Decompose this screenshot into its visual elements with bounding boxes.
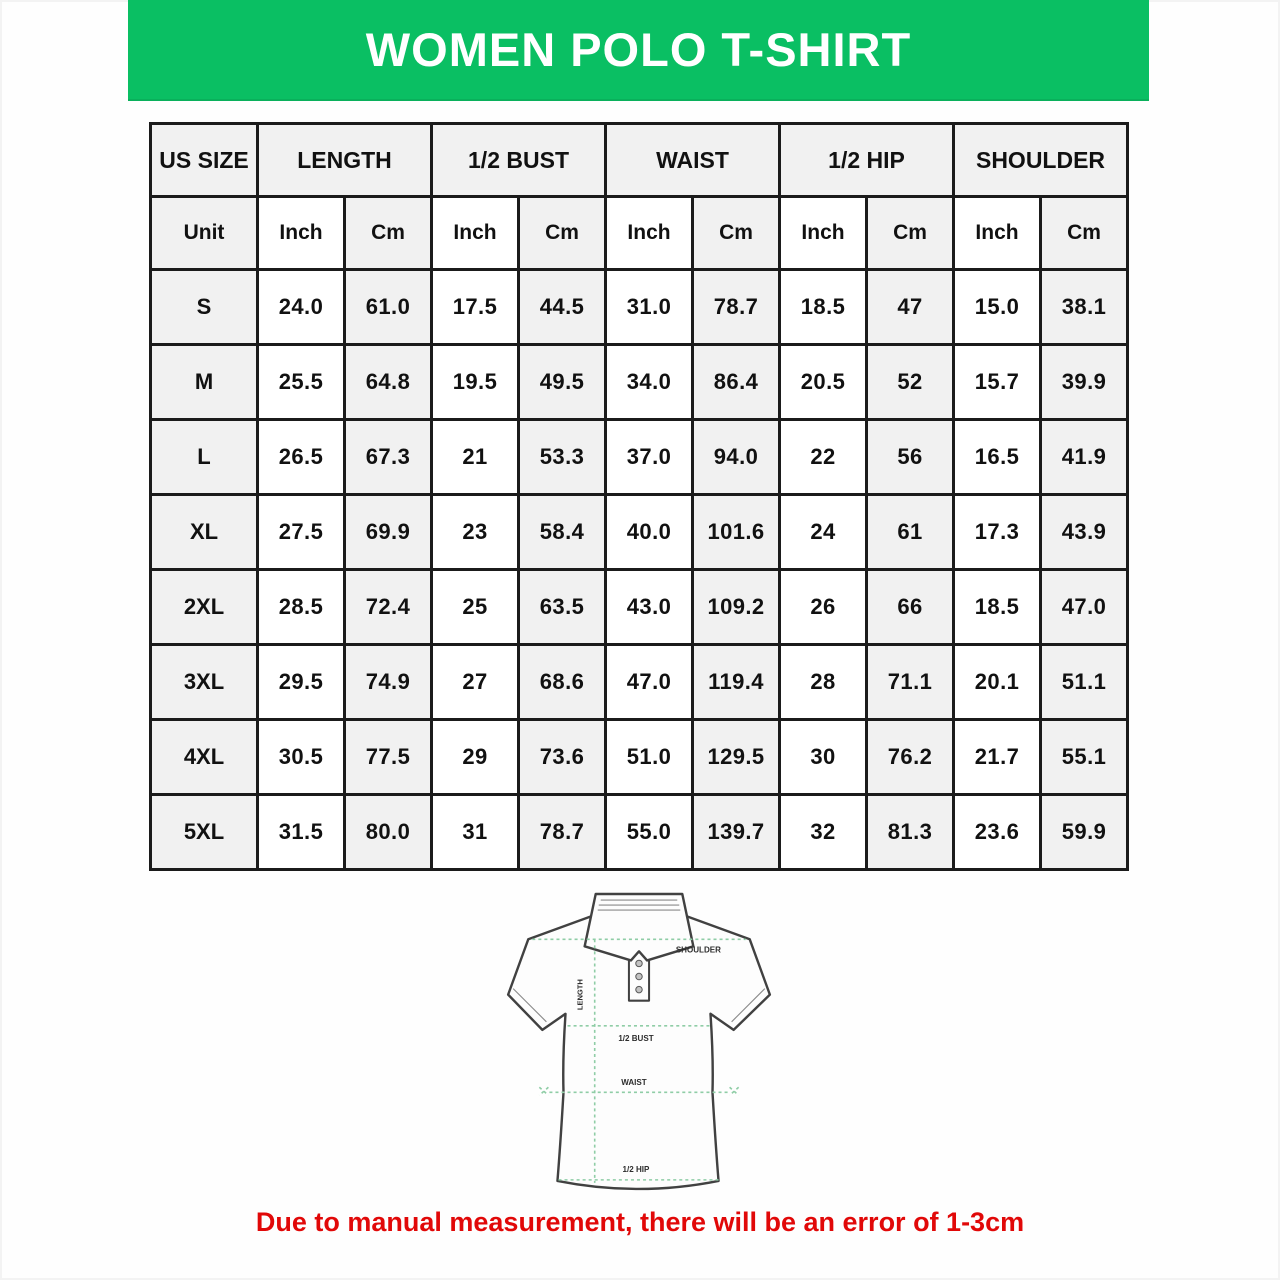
measurement-cell: 58.4 (519, 495, 606, 570)
measurement-cell: 69.9 (345, 495, 432, 570)
measurement-cell: 77.5 (345, 720, 432, 795)
measurement-cell: 32 (780, 795, 867, 870)
unit-cell: Cm (867, 197, 954, 270)
unit-cell: Cm (1041, 197, 1128, 270)
measurement-cell: 26 (780, 570, 867, 645)
table-row (151, 570, 1128, 645)
measurement-cell: 59.9 (1041, 795, 1128, 870)
half-hip-label: 1/2 HIP (622, 1164, 650, 1174)
size-label: XL (151, 495, 258, 570)
measurement-cell: 51.0 (606, 720, 693, 795)
measurement-cell: 80.0 (345, 795, 432, 870)
measurement-cell: 47.0 (606, 645, 693, 720)
measurement-cell: 19.5 (432, 345, 519, 420)
unit-cell: Cm (345, 197, 432, 270)
measurement-cell: 52 (867, 345, 954, 420)
button-icon (636, 960, 642, 966)
measurement-cell: 66 (867, 570, 954, 645)
size-label: 2XL (151, 570, 258, 645)
measurement-cell: 78.7 (693, 270, 780, 345)
measurement-cell: 119.4 (693, 645, 780, 720)
title-banner (128, 0, 1149, 101)
measurement-cell: 74.9 (345, 645, 432, 720)
measurement-cell: 16.5 (954, 420, 1041, 495)
measurement-cell: 37.0 (606, 420, 693, 495)
measurement-cell: 47.0 (1041, 570, 1128, 645)
measurement-cell: 31 (432, 795, 519, 870)
col-header-waist: WAIST (606, 124, 780, 197)
unit-cell: Inch (606, 197, 693, 270)
table-row (151, 420, 1128, 495)
unit-cell: Inch (258, 197, 345, 270)
table-row (151, 270, 1128, 345)
group-header-row (151, 124, 1128, 197)
measurement-cell: 26.5 (258, 420, 345, 495)
measurement-cell: 61 (867, 495, 954, 570)
measurement-cell: 61.0 (345, 270, 432, 345)
table-row (151, 645, 1128, 720)
measurement-cell: 86.4 (693, 345, 780, 420)
measurement-cell: 22 (780, 420, 867, 495)
size-label: M (151, 345, 258, 420)
size-label: 3XL (151, 645, 258, 720)
measurement-cell: 72.4 (345, 570, 432, 645)
table-row (151, 345, 1128, 420)
length-label: LENGTH (575, 979, 585, 1011)
measurement-cell: 73.6 (519, 720, 606, 795)
measurement-cell: 17.3 (954, 495, 1041, 570)
measurement-cell: 78.7 (519, 795, 606, 870)
button-icon (636, 973, 642, 979)
measurement-cell: 30.5 (258, 720, 345, 795)
measurement-note: Due to manual measurement, there will be an error of 1-3cm (255, 1207, 1025, 1237)
measurement-cell: 76.2 (867, 720, 954, 795)
measurement-cell: 81.3 (867, 795, 954, 870)
table-row (151, 495, 1128, 570)
measurement-cell: 18.5 (954, 570, 1041, 645)
measurement-cell: 23.6 (954, 795, 1041, 870)
waist-end-mark-icon (730, 1087, 739, 1095)
table-row (151, 720, 1128, 795)
unit-label: Unit (151, 197, 258, 270)
polo-diagram-svg (488, 881, 790, 1215)
measurement-cell: 18.5 (780, 270, 867, 345)
measurement-cell: 20.5 (780, 345, 867, 420)
measurement-cell: 101.6 (693, 495, 780, 570)
measurement-cell: 25.5 (258, 345, 345, 420)
measurement-cell: 21 (432, 420, 519, 495)
measurement-cell: 63.5 (519, 570, 606, 645)
measurement-cell: 15.7 (954, 345, 1041, 420)
size-label: 4XL (151, 720, 258, 795)
col-header-half-bust: 1/2 BUST (432, 124, 606, 197)
measurement-cell: 44.5 (519, 270, 606, 345)
size-label: S (151, 270, 258, 345)
size-label: 5XL (151, 795, 258, 870)
measurement-cell: 38.1 (1041, 270, 1128, 345)
measurement-cell: 28 (780, 645, 867, 720)
table-row (151, 795, 1128, 870)
col-header-us-size: US SIZE (151, 124, 258, 197)
measurement-cell: 43.9 (1041, 495, 1128, 570)
measurement-cell: 17.5 (432, 270, 519, 345)
measurement-cell: 27 (432, 645, 519, 720)
measurement-cell: 25 (432, 570, 519, 645)
measurement-cell: 29 (432, 720, 519, 795)
col-header-half-hip: 1/2 HIP (780, 124, 954, 197)
size-label: L (151, 420, 258, 495)
measurement-cell: 31.5 (258, 795, 345, 870)
measurement-cell: 39.9 (1041, 345, 1128, 420)
measurement-cell: 64.8 (345, 345, 432, 420)
shoulder-label: SHOULDER (675, 945, 721, 955)
measurement-cell: 109.2 (693, 570, 780, 645)
measurement-cell: 24.0 (258, 270, 345, 345)
size-table (149, 122, 1129, 871)
unit-cell: Inch (954, 197, 1041, 270)
measurement-cell: 129.5 (693, 720, 780, 795)
measurement-cell: 139.7 (693, 795, 780, 870)
half-bust-label: 1/2 BUST (618, 1033, 654, 1043)
button-icon (636, 986, 642, 992)
polo-diagram (488, 881, 790, 1215)
measurement-cell: 31.0 (606, 270, 693, 345)
measurement-cell: 29.5 (258, 645, 345, 720)
unit-cell: Cm (519, 197, 606, 270)
measurement-cell: 49.5 (519, 345, 606, 420)
unit-cell: Inch (780, 197, 867, 270)
measurement-cell: 68.6 (519, 645, 606, 720)
measurement-cell: 67.3 (345, 420, 432, 495)
col-header-length: LENGTH (258, 124, 432, 197)
measurement-cell: 94.0 (693, 420, 780, 495)
col-header-shoulder: SHOULDER (954, 124, 1128, 197)
measurement-cell: 27.5 (258, 495, 345, 570)
measurement-cell: 21.7 (954, 720, 1041, 795)
measurement-cell: 56 (867, 420, 954, 495)
measurement-cell: 53.3 (519, 420, 606, 495)
measurement-cell: 51.1 (1041, 645, 1128, 720)
measurement-cell: 23 (432, 495, 519, 570)
measurement-cell: 71.1 (867, 645, 954, 720)
measurement-cell: 55.0 (606, 795, 693, 870)
measurement-cell: 20.1 (954, 645, 1041, 720)
unit-cell: Cm (693, 197, 780, 270)
measurement-cell: 40.0 (606, 495, 693, 570)
measurement-cell: 47 (867, 270, 954, 345)
unit-header-row (151, 197, 1128, 270)
page-title: WOMEN POLO T-SHIRT (365, 23, 912, 76)
measurement-cell: 30 (780, 720, 867, 795)
measurement-cell: 28.5 (258, 570, 345, 645)
measurement-cell: 24 (780, 495, 867, 570)
size-table-body (151, 270, 1128, 870)
measurement-cell: 41.9 (1041, 420, 1128, 495)
measurement-cell: 43.0 (606, 570, 693, 645)
measurement-cell: 55.1 (1041, 720, 1128, 795)
unit-cell: Inch (432, 197, 519, 270)
waist-end-mark-icon (539, 1087, 548, 1095)
waist-label: WAIST (621, 1078, 647, 1088)
measurement-cell: 15.0 (954, 270, 1041, 345)
measurement-cell: 34.0 (606, 345, 693, 420)
